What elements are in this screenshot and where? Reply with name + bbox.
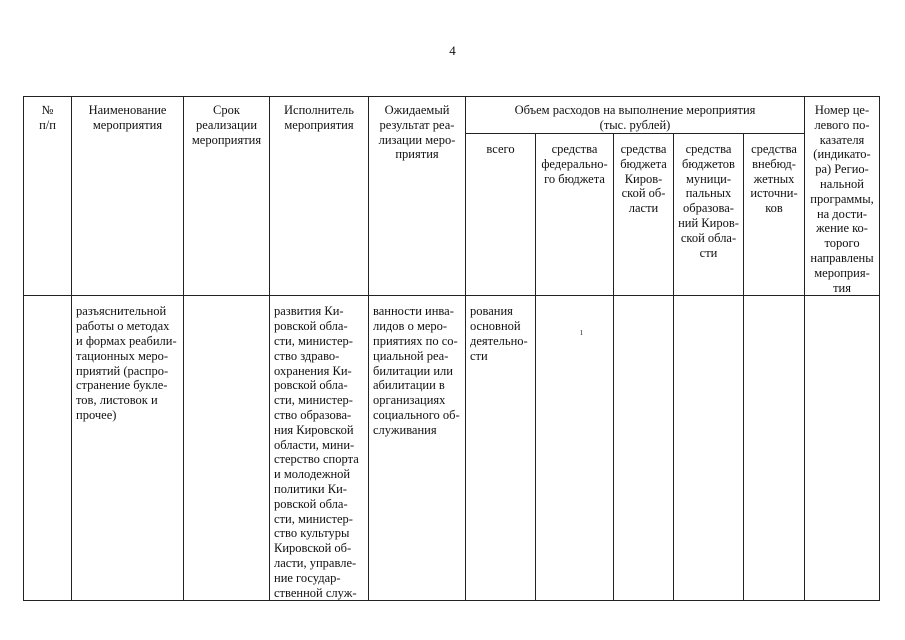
cell-total: рования основной деятельно- сти bbox=[466, 296, 536, 601]
header-expenses: Объем расходов на выполнение мероприятия (тыс. рублей) bbox=[466, 97, 805, 134]
scan-speck: ı bbox=[580, 327, 583, 338]
subheader-extrabudget: средства внебюд- жетных источни- ков bbox=[744, 134, 805, 296]
subheader-total: всего bbox=[466, 134, 536, 296]
cell-num bbox=[24, 296, 72, 601]
cell-name: разъяснительной работы о методах и формах реабили- тационных меро- приятий (распро- странение букле- тов, листовок и прочее) bbox=[72, 296, 184, 601]
header-name: Наименование мероприятия bbox=[72, 97, 184, 296]
cell-regional bbox=[614, 296, 674, 601]
cell-municipal bbox=[674, 296, 744, 601]
cell-extrabudget bbox=[744, 296, 805, 601]
cell-indicator bbox=[805, 296, 880, 601]
activities-table bbox=[23, 96, 880, 601]
cell-result: ванности инва- лидов о меро- приятиях по со- циальной реа- билитации или абилитации в организациях социального об- служивания bbox=[369, 296, 466, 601]
subheader-municipal: средства бюджетов муници- пальных образова- ний Киров- ской обла- сти bbox=[674, 134, 744, 296]
cell-term bbox=[184, 296, 270, 601]
header-result: Ожидаемый результат реа- лизации меро- приятия bbox=[369, 97, 466, 296]
header-indicator: Номер це- левого по- казателя (индикато- ра) Регио- нальной программы, на дости- жение ко- торого направлены мероприя- тия bbox=[805, 97, 880, 296]
header-term: Срок реализации мероприятия bbox=[184, 97, 270, 296]
cell-federal bbox=[536, 296, 614, 601]
table-row bbox=[24, 296, 880, 601]
subheader-federal: средства федерально- го бюджета bbox=[536, 134, 614, 296]
header-executor: Исполнитель мероприятия bbox=[270, 97, 369, 296]
page-number: 4 bbox=[449, 43, 456, 58]
subheader-regional: средства бюджета Киров- ской об- ласти bbox=[614, 134, 674, 296]
cell-executor: развития Ки- ровской обла- сти, министер- ство здраво- охранения Ки- ровской обла- сти, министер- ство образова- ния Кировской области, мини- стерство спорта и молодежной политики Ки- ровской обла- сти, министер- ство культуры Кировской об- ласти, управле- ние государ- ственной служ- bbox=[270, 296, 369, 601]
header-num: № п/п bbox=[24, 97, 72, 296]
